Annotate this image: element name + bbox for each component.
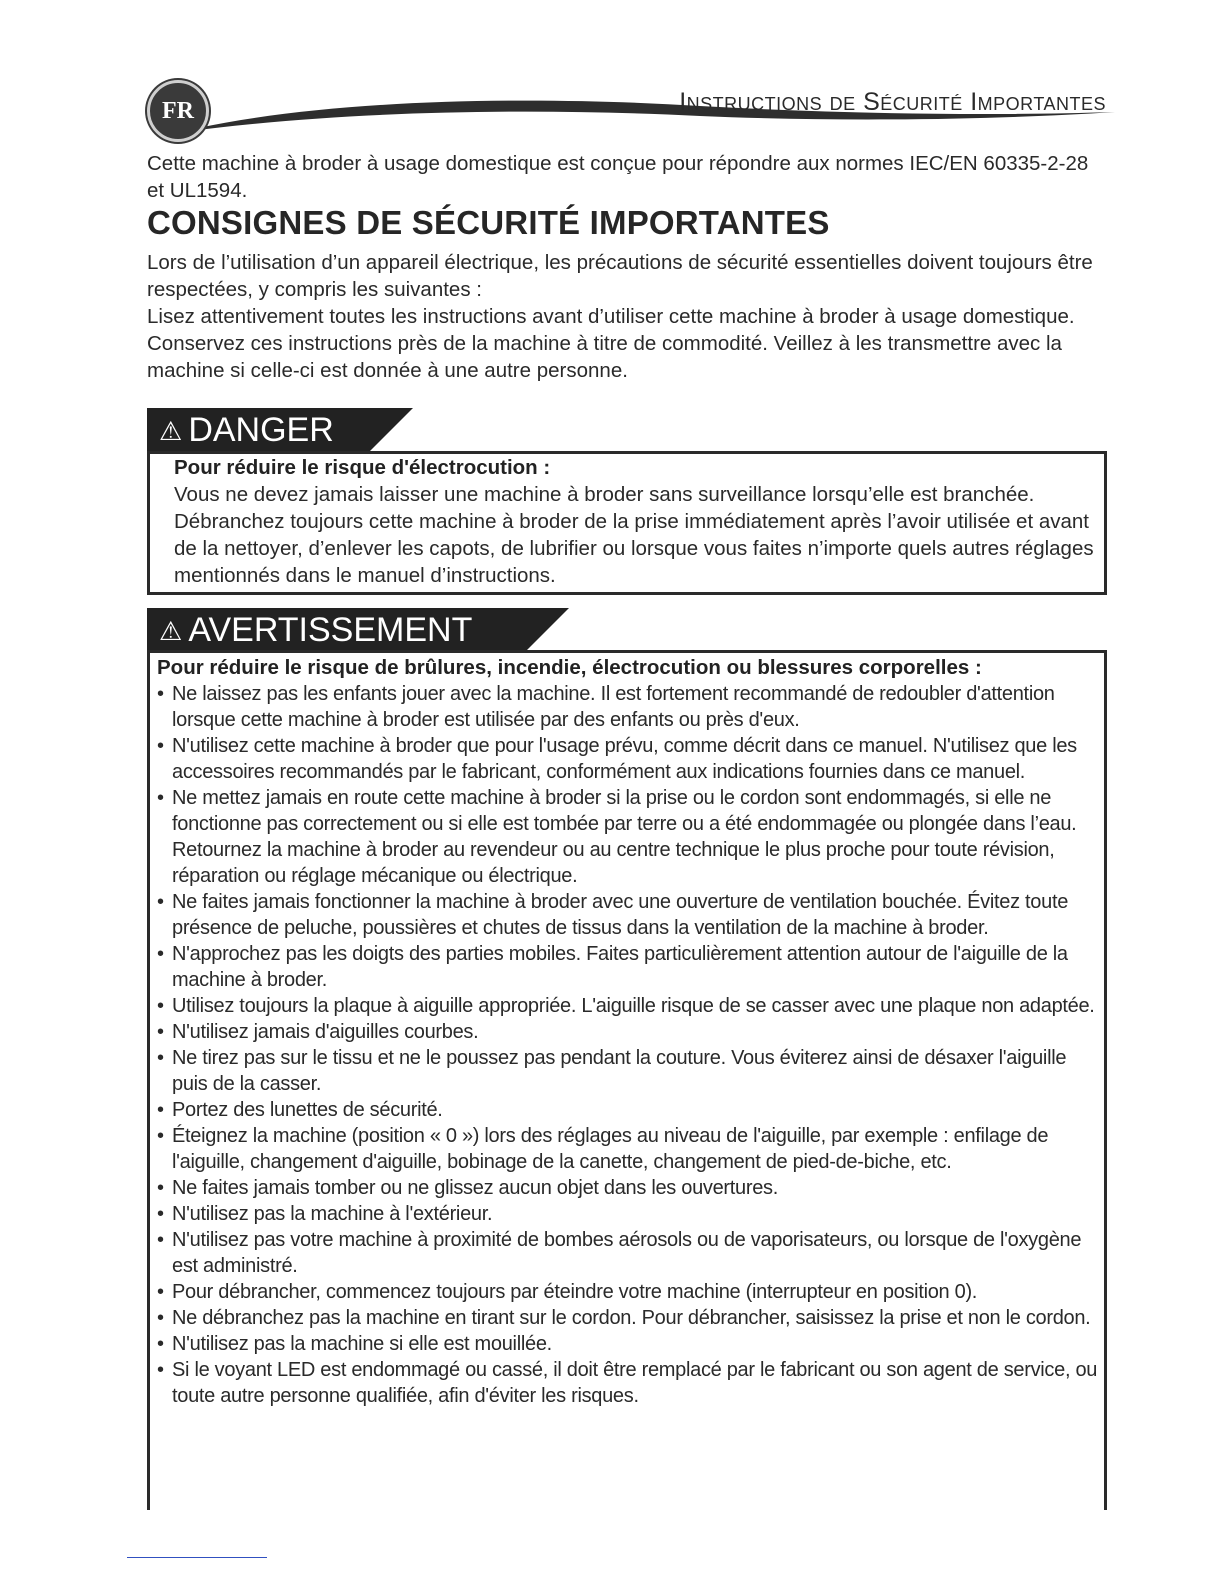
precautions-paragraph: Lors de l’utilisation d’un appareil électrique, les précautions de sécurité essentielles doivent toujours être respectées, y compris les suivantes : xyxy=(147,251,1093,301)
list-item: • Ne mettez jamais en route cette machine à broder si la prise ou le cordon sont endommagés, si elle ne fonctionne pas correctement ou si elle est tombée par terre ou a été endommagée ou plongée dans l’eau. Retournez la machine à broder au revendeur ou au centre technique le plus proche pour toute révision, réparation ou réglage mécanique ou électrique. xyxy=(157,785,1102,889)
list-item: • Ne tirez pas sur le tissu et ne le poussez pas pendant la couture. Vous éviterez ainsi de désaxer l'aiguille puis de la casser. xyxy=(157,1045,1102,1097)
page-title: CONSIGNES DE SÉCURITÉ IMPORTANTES xyxy=(147,204,830,241)
warning-triangle-icon: ⚠ xyxy=(159,416,183,446)
danger-tab xyxy=(147,408,369,452)
intro-paragraph: Cette machine à broder à usage domestique est conçue pour répondre aux normes IEC/EN 60335-2-28 et UL1594. xyxy=(147,152,1089,202)
footer-rule xyxy=(127,1557,267,1558)
language-badge: FR xyxy=(147,80,209,142)
list-item: • Ne débranchez pas la machine en tirant sur le cordon. Pour débrancher, saisissez la prise et non le cordon. xyxy=(157,1305,1102,1331)
list-item: • N'utilisez cette machine à broder que pour l'usage prévu, comme décrit dans ce manuel. N'utilisez que les accessoires recommandés par le fabricant, conformément aux indications fournies dans ce manuel. xyxy=(157,733,1102,785)
list-item: • Pour débrancher, commencez toujours par éteindre votre machine (interrupteur en position 0). xyxy=(157,1279,1102,1305)
header-title: Instructions de Sécurité Importantes xyxy=(679,88,1106,116)
list-item: • N'utilisez pas la machine si elle est mouillée. xyxy=(157,1331,1102,1357)
list-item: • Portez des lunettes de sécurité. xyxy=(157,1097,1102,1123)
list-item: • N'utilisez pas la machine à l'extérieur. xyxy=(157,1201,1102,1227)
list-item: • Ne laissez pas les enfants jouer avec la machine. Il est fortement recommandé de redoubler d'attention lorsque cette machine à broder est utilisée par des enfants ou près d'eux. xyxy=(157,681,1102,733)
list-item: • N'utilisez pas votre machine à proximité de bombes aérosols ou de vaporisateurs, ou lorsque de l'oxygène est administré. xyxy=(157,1227,1102,1279)
list-item: • Utilisez toujours la plaque à aiguille appropriée. L'aiguille risque de se casser avec une plaque non adaptée. xyxy=(157,993,1102,1019)
list-item: • N'approchez pas les doigts des parties mobiles. Faites particulièrement attention autour de l'aiguille de la machine à broder. xyxy=(157,941,1102,993)
warning-triangle-icon: ⚠ xyxy=(159,616,183,646)
page-header xyxy=(140,78,1120,148)
list-item: • Éteignez la machine (position « 0 ») lors des réglages au niveau de l'aiguille, par exemple : enfilage de l'aiguille, changement d'aiguille, bobinage de la canette, changement de pied-de-biche, etc. xyxy=(157,1123,1102,1175)
danger-label: DANGER xyxy=(188,411,334,449)
danger-heading: Pour réduire le risque d'électrocution : xyxy=(174,456,551,479)
list-item: • N'utilisez jamais d'aiguilles courbes. xyxy=(157,1019,1102,1045)
list-item: • Si le voyant LED est endommagé ou cassé, il doit être remplacé par le fabricant ou son agent de service, ou toute autre personne qualifiée, afin d'éviter les risques. xyxy=(157,1357,1102,1409)
warning-heading: Pour réduire le risque de brûlures, incendie, électrocution ou blessures corporelles : xyxy=(157,656,982,679)
list-item: • Ne faites jamais fonctionner la machine à broder avec une ouverture de ventilation bouchée. Évitez toute présence de peluche, poussières et chutes de tissus dans la ventilation de la machine à broder. xyxy=(157,889,1102,941)
warning-label: AVERTISSEMENT xyxy=(188,611,473,649)
danger-body: Vous ne devez jamais laisser une machine à broder sans surveillance lorsqu’elle est branchée. Débranchez toujours cette machine à broder de la prise immédiatement après l’avoir utilisée et avant de la nettoyer, d’enlever les capots, de lubrifier ou lorsque vous faites n’importe quels autres réglages mentionnés dans le manuel d’instructions. xyxy=(174,483,1094,587)
warning-list xyxy=(157,681,1102,1409)
instructions-paragraph: Lisez attentivement toutes les instructions avant d’utiliser cette machine à broder à usage domestique. Conservez ces instructions près de la machine à titre de commodité. Veillez à les transmettre avec la machine si celle-ci est donnée à une autre personne. xyxy=(147,305,1075,382)
list-item: • Ne faites jamais tomber ou ne glissez aucun objet dans les ouvertures. xyxy=(157,1175,1102,1201)
warning-tab xyxy=(147,608,525,652)
